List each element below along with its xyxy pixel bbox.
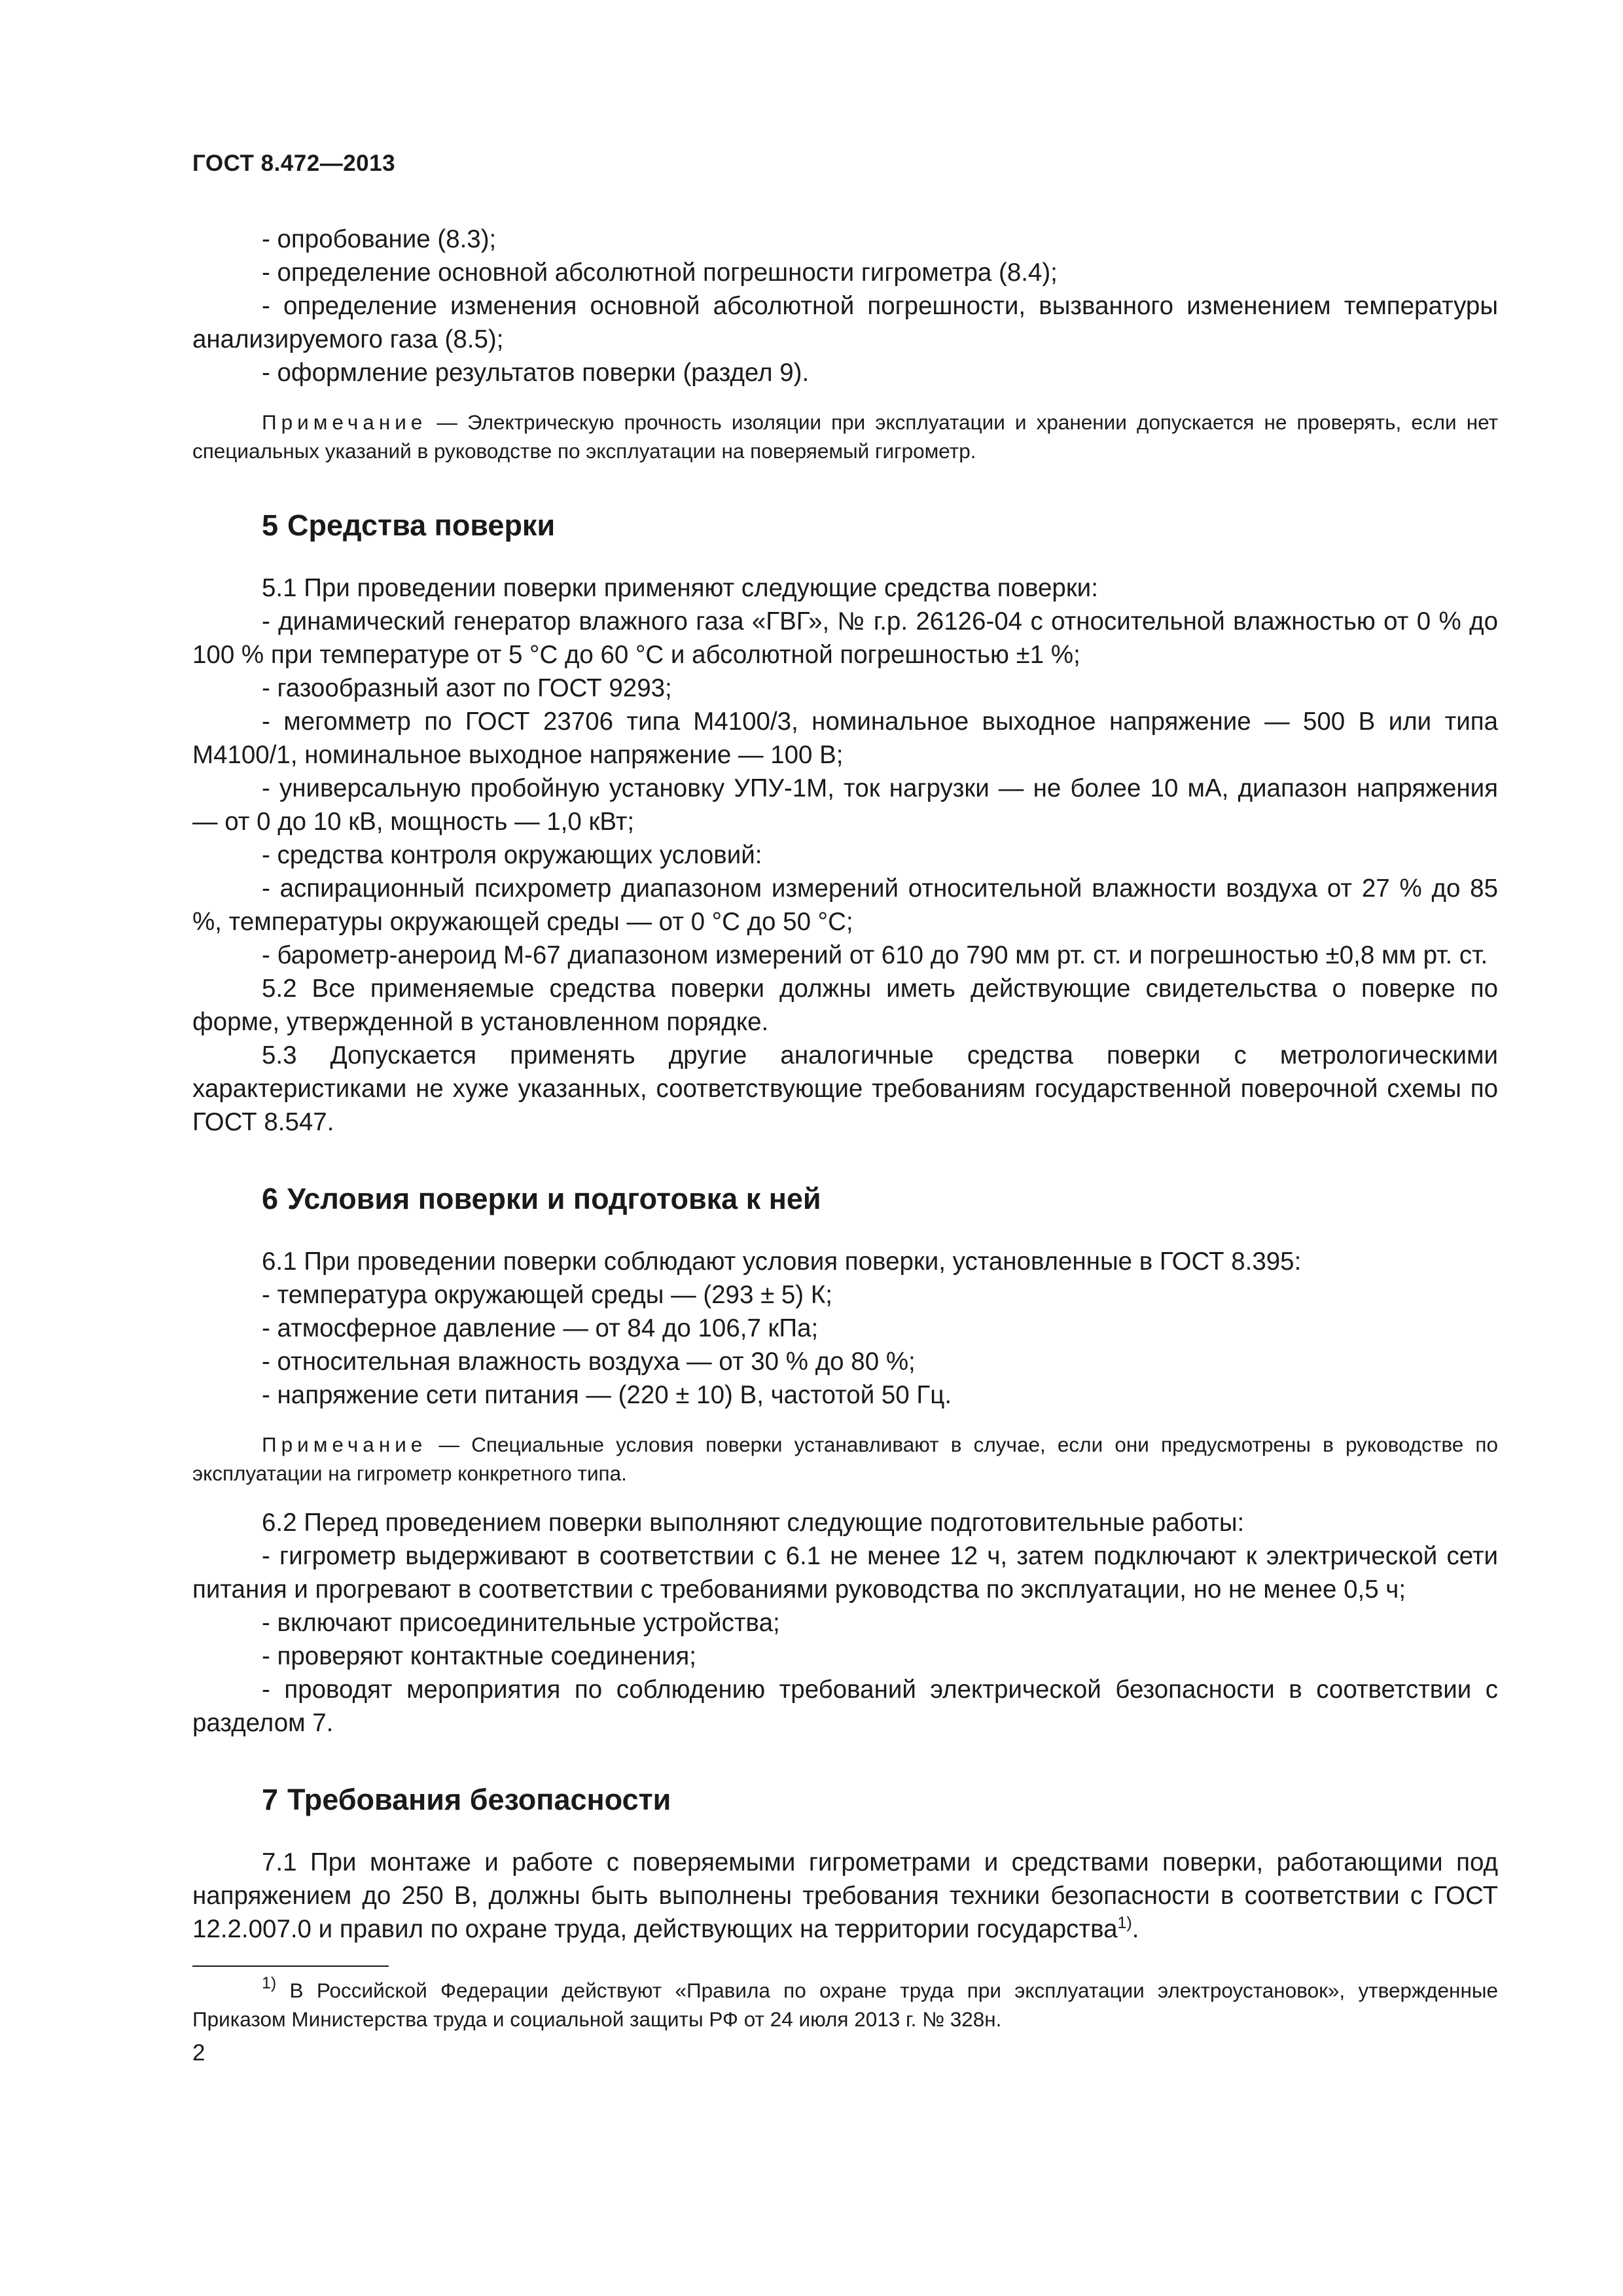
section-7-heading xyxy=(192,1780,1498,1820)
list-item: - универсальную пробойную установку УПУ-1М, ток нагрузки — не более 10 мА, диапазон напряжения — от 0 до 10 кВ, мощность — 1,0 кВт; xyxy=(192,774,1498,836)
list-item: - барометр-анероид М-67 диапазоном измерений от 610 до 790 мм рт. ст. и погрешностью ±0,8 мм рт. ст. xyxy=(262,941,1488,969)
list-item: - напряжение сети питания — (220 ± 10) В, частотой 50 Гц. xyxy=(262,1381,952,1409)
list-item: - гигрометр выдерживают в соответствии с 6.1 не менее 12 ч, затем подключают к электрической сети питания и прогревают в соответствии с требованиями руководства по эксплуатации, но не менее 0,5 ч; xyxy=(192,1542,1498,1604)
section-6-heading xyxy=(192,1179,1498,1219)
footnote-text: В Российской Федерации действуют «Правила по охране труда при эксплуатации электроустановок», утвержденные Приказом Министерства труда и социальной защиты РФ от 24 июля 2013 г. № 328н. xyxy=(192,1979,1498,2031)
list-item: - определение основной абсолютной погрешности гигрометра (8.4); xyxy=(262,259,1058,287)
footnote-divider xyxy=(192,1965,389,1967)
list-item: - температура окружающей среды — (293 ± 5) К; xyxy=(262,1281,832,1309)
section-5-heading xyxy=(192,506,1498,545)
paragraph-end: . xyxy=(1132,1915,1139,1943)
note-label: Примечание xyxy=(262,410,427,434)
paragraph: 5.2 Все применяемые средства поверки должны иметь действующие свидетельства о поверке по форме, утвержденной в установленном порядке. xyxy=(192,975,1498,1036)
list-item: - аспирационный психрометр диапазоном измерений относительной влажности воздуха от 27 % до 85 %, температуры окружающей среды — от 0 °С до 50 °С; xyxy=(192,874,1498,936)
paragraph: 5.1 При проведении поверки применяют следующие средства поверки: xyxy=(262,574,1098,602)
list-item: - средства контроля окружающих условий: xyxy=(262,841,762,869)
list-item: - включают присоединительные устройства; xyxy=(262,1609,780,1637)
list-item: - динамический генератор влажного газа «ГВГ», № г.р. 26126-04 с относительной влажностью от 0 % до 100 % при температуре от 5 °С до 60 °С и абсолютной погрешностью ±1 %; xyxy=(192,607,1498,669)
document-header: ГОСТ 8.472—2013 xyxy=(192,151,396,176)
section-number: 7 xyxy=(262,1783,279,1816)
paragraph: 6.1 При проведении поверки соблюдают условия поверки, установленные в ГОСТ 8.395: xyxy=(262,1247,1302,1276)
paragraph: 6.2 Перед проведением поверки выполняют следующие подготовительные работы: xyxy=(262,1509,1245,1537)
list-item: - атмосферное давление — от 84 до 106,7 кПа; xyxy=(262,1314,819,1342)
note-text: — Электрическую прочность изоляции при эксплуатации и хранении допускается не проверять, если нет специальных указаний в руководстве по эксплуатации на поверяемый гигрометр. xyxy=(192,410,1498,463)
list-item: - газообразный азот по ГОСТ 9293; xyxy=(262,674,672,702)
page-number: 2 xyxy=(192,2040,205,2066)
list-item: - опробование (8.3); xyxy=(262,225,497,253)
paragraph-text: 7.1 При монтаже и работе с поверяемыми гигрометрами и средствами поверки, работающими под напряжением до 250 В, должны быть выполнены требования техники безопасности в соответствии с ГОСТ 12.2.007.0 и правил по охране труда, действующих на территории государства xyxy=(192,1848,1498,1943)
section-number: 5 xyxy=(262,509,279,542)
section-number: 6 xyxy=(262,1182,279,1215)
footnote xyxy=(192,1976,1498,2034)
list-item: - проводят мероприятия по соблюдению требований электрической безопасности в соответствии с разделом 7. xyxy=(192,1676,1498,1737)
list-item: - оформление результатов поверки (раздел 9). xyxy=(262,359,810,387)
section-7-paragraph xyxy=(192,1846,1498,1946)
document-page xyxy=(192,131,1498,2066)
section-title: Средства поверки xyxy=(287,509,556,542)
section-5-body xyxy=(192,571,1498,1139)
footnote-mark: 1) xyxy=(262,1974,277,1992)
note-text: — Специальные условия поверки устанавливают в случае, если они предусмотрены в руководстве по эксплуатации на гигрометр конкретного типа. xyxy=(192,1433,1498,1485)
paragraph: 5.3 Допускается применять другие аналогичные средства поверки с метрологическими характеристиками не хуже указанных, соответствующие требованиям государственной поверочной схемы по ГОСТ 8.547. xyxy=(192,1041,1498,1136)
footnote-ref[interactable]: 1) xyxy=(1117,1914,1132,1932)
list-item: - проверяют контактные соединения; xyxy=(262,1642,696,1670)
section-title: Требования безопасности xyxy=(287,1783,671,1816)
note-2 xyxy=(192,1430,1498,1488)
section-title: Условия поверки и подготовка к ней xyxy=(287,1182,821,1215)
list-item: - относительная влажность воздуха — от 30 % до 80 %; xyxy=(262,1348,916,1376)
list-item: - мегомметр по ГОСТ 23706 типа М4100/3, номинальное выходное напряжение — 500 В или типа М4100/1, номинальное выходное напряжение — 100 В; xyxy=(192,708,1498,769)
note-1 xyxy=(192,408,1498,465)
note-label: Примечание xyxy=(262,1433,427,1456)
section-6-body xyxy=(192,1245,1498,1740)
list-item: - определение изменения основной абсолютной погрешности, вызванного изменением температуры анализируемого газа (8.5); xyxy=(192,292,1498,353)
intro-list xyxy=(192,223,1498,389)
